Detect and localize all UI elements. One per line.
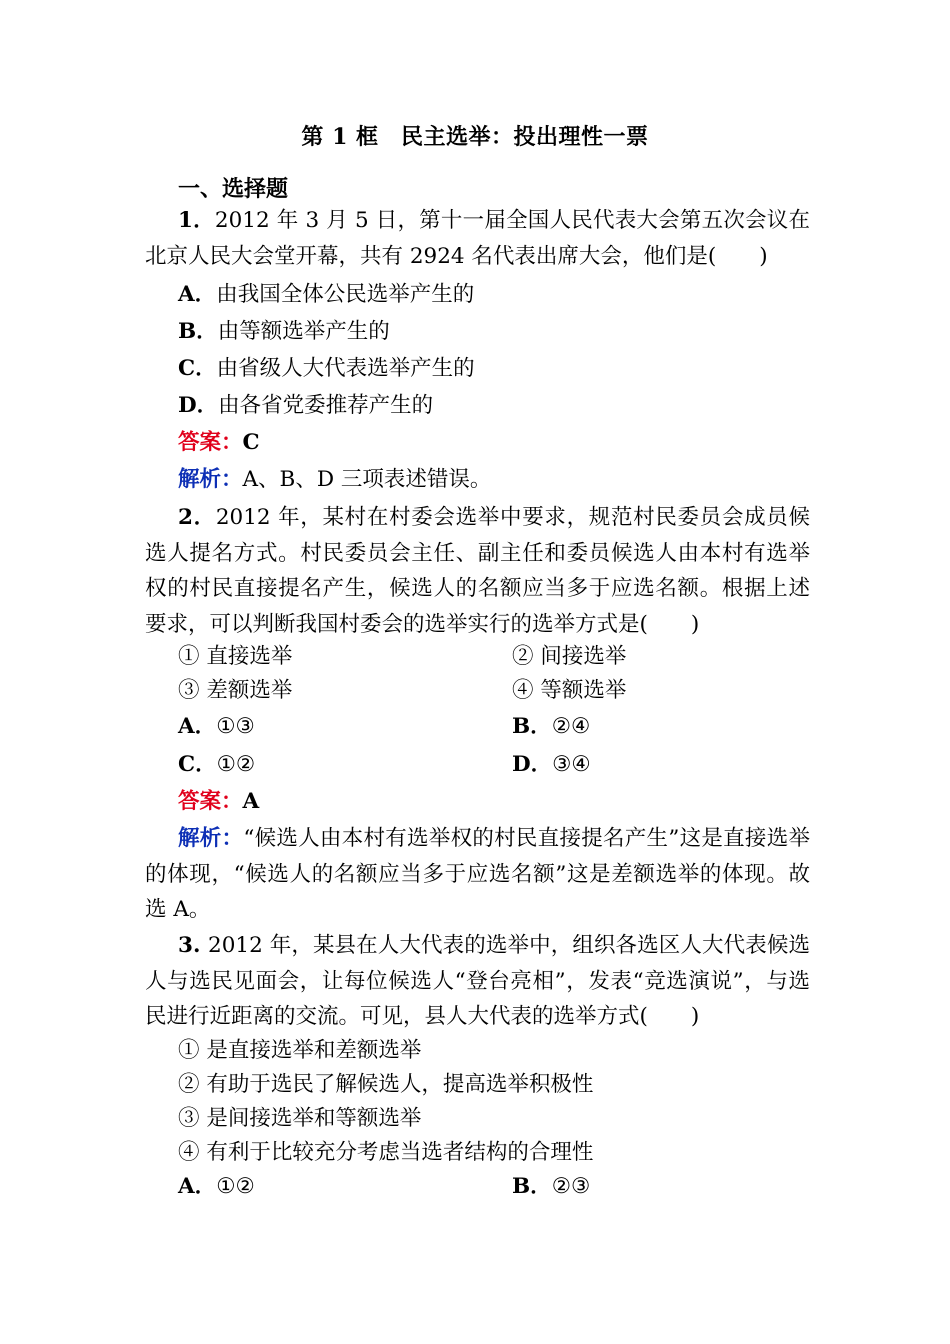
question-3-text: 2012 年，某县在人大代表的选举中，组织各选区人大代表候选人与选民见面会，让每位候选人“登台亮相”，发表“竞选演说”，与选民进行近距离的交流。可见，县人大代表的选举方式( )	[145, 933, 810, 1029]
page-title: 第 1 框 民主选举：投出理性一票	[301, 124, 649, 150]
question-2-option-b	[512, 712, 590, 742]
analysis-label: 解析：	[178, 826, 244, 851]
question-2-item-1: ① 直接选举	[178, 644, 293, 669]
question-3-option-a	[178, 1172, 255, 1202]
option-label: A．	[178, 1174, 217, 1199]
question-3-option-b	[512, 1172, 590, 1202]
option-text: ③④	[552, 752, 591, 777]
question-2-analysis	[145, 821, 810, 928]
option-label: A．	[178, 714, 217, 739]
option-text: 由等额选举产生的	[217, 319, 390, 344]
question-3-item-3: ③ 是间接选举和等额选举	[178, 1106, 422, 1131]
question-1-analysis	[178, 465, 491, 495]
question-2-option-a	[178, 712, 255, 742]
question-2-option-d	[512, 750, 591, 780]
analysis-text: A、B、D 三项表述错误。	[242, 467, 492, 492]
option-text: 由我国全体公民选举产生的	[216, 282, 475, 307]
analysis-label: 解析：	[178, 467, 243, 492]
question-2-item-4: ④ 等额选举	[512, 678, 627, 703]
option-text: ①③	[216, 714, 255, 739]
question-2-answer	[178, 787, 259, 817]
question-1-option-b	[178, 317, 390, 347]
option-label: B．	[512, 1174, 552, 1199]
section-heading: 一、选择题	[178, 176, 289, 202]
option-label: A．	[178, 282, 217, 307]
answer-label: 答案：	[178, 789, 243, 814]
answer-value: A	[242, 789, 260, 814]
question-3-number: 3.	[178, 933, 209, 958]
question-2-item-3: ③ 差额选举	[178, 678, 293, 703]
option-text: ②③	[551, 1174, 591, 1199]
question-1-option-c	[178, 354, 475, 384]
analysis-text: “候选人由本村有选举权的村民直接提名产生”这是直接选举的体现，“候选人的名额应当多于应选名额”这是差额选举的体现。故选 A。	[145, 826, 810, 922]
option-label: C．	[178, 752, 217, 777]
option-text: ①②	[216, 752, 256, 777]
answer-label: 答案：	[178, 430, 243, 455]
option-text: ①②	[216, 1174, 255, 1199]
question-2-number: 2．	[178, 505, 216, 530]
answer-value: C	[242, 430, 260, 455]
question-3-stem	[145, 928, 810, 1035]
question-3-item-4: ④ 有利于比较充分考虑当选者结构的合理性	[178, 1140, 594, 1165]
option-label: B．	[512, 714, 552, 739]
question-2-item-2: ② 间接选举	[512, 644, 627, 669]
question-1-option-d	[178, 391, 433, 421]
question-3-item-1: ① 是直接选举和差额选举	[178, 1038, 422, 1063]
option-text: ②④	[551, 714, 591, 739]
option-text: 由省级人大代表选举产生的	[216, 356, 475, 381]
question-1-answer	[178, 428, 260, 458]
question-2-text: 2012 年，某村在村委会选举中要求，规范村民委员会成员候选人提名方式。村民委员会主任、副主任和委员候选人由本村有选举权的村民直接提名产生，候选人的名额应当多于应选名额。根据上述要求，可以判断我国村委会的选举实行的选举方式是( )	[145, 505, 810, 637]
option-text: 由各省党委推荐产生的	[218, 393, 434, 418]
question-2-stem	[145, 500, 810, 642]
option-label: D．	[512, 752, 553, 777]
question-1-number: 1．	[178, 208, 215, 233]
question-3-item-2: ② 有助于选民了解候选人，提高选举积极性	[178, 1072, 594, 1097]
option-label: D．	[178, 393, 219, 418]
question-1-option-a	[178, 280, 474, 310]
option-label: B．	[178, 319, 218, 344]
question-1-text: 2012 年 3 月 5 日，第十一届全国人民代表大会第五次会议在北京人民大会堂开幕，共有 2924 名代表出席大会，他们是( )	[145, 208, 811, 269]
question-2-option-c	[178, 750, 255, 780]
question-1-stem	[145, 203, 810, 274]
option-label: C．	[178, 356, 217, 381]
